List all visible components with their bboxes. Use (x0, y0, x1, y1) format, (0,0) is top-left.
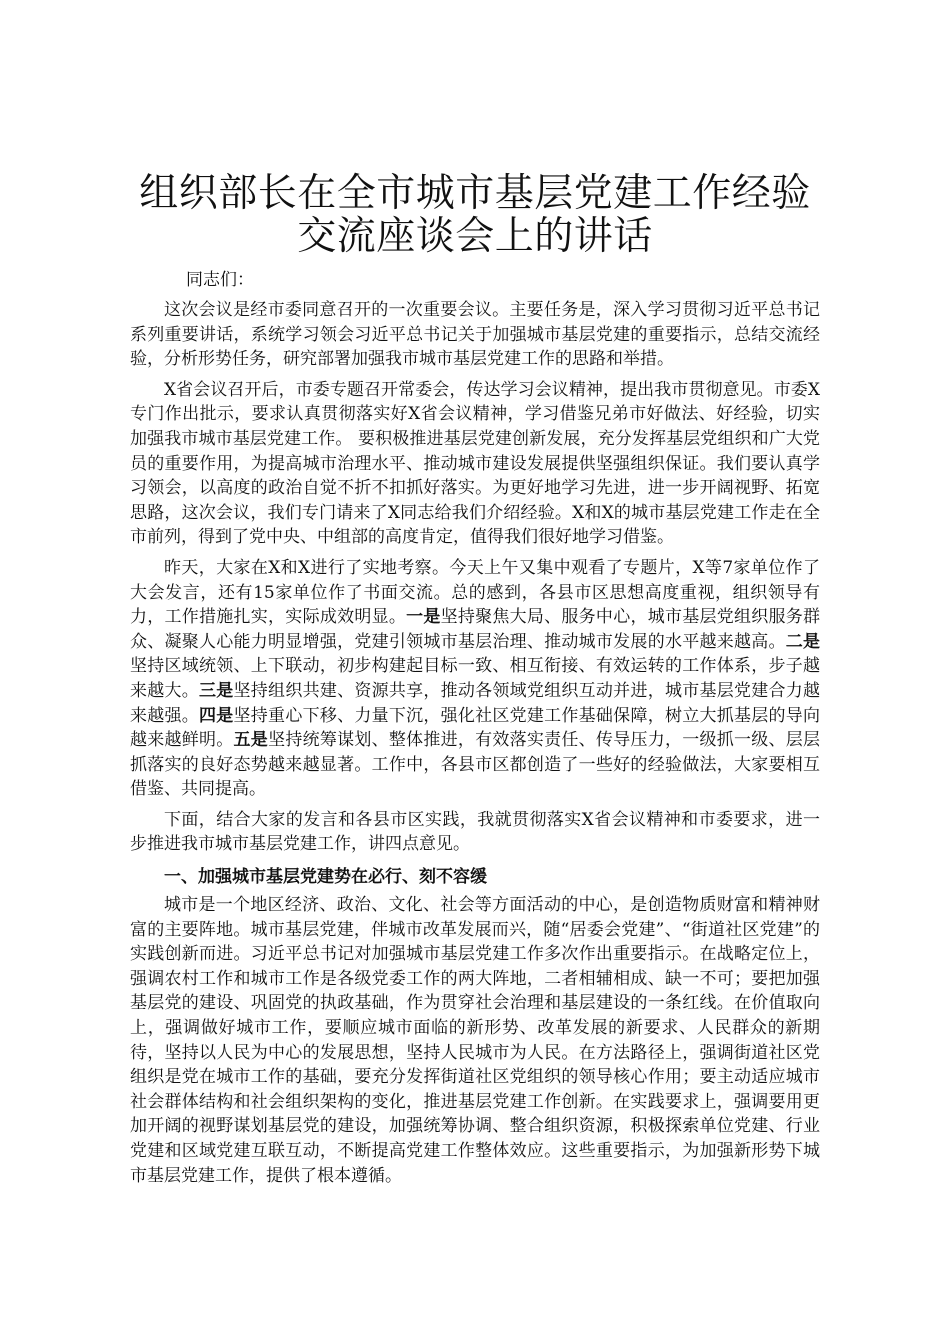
point-text-3: 坚持组织共建、资源共享，推动各领域党组织互动并进，城市基层党建合力越来越强。 (130, 680, 821, 726)
point-text-1: 坚持聚焦大局、服务中心，城市基层党组织服务群众、凝聚人心能力明显增强，党建引领城市基层治理、推动城市发展的水平越来越高。 (130, 607, 821, 652)
point-text-4: 坚持重心下移、力量下沉，强化社区党建工作基础保障，树立大抓基层的导向越来越鲜明。 (130, 705, 821, 751)
ordinal-label-3: 三是 (199, 680, 234, 701)
paragraph-field-visit (130, 556, 820, 802)
point-text-2: 坚持区域统领、上下联动，初步构建起目标一致、相互衔接、有效运转的工作体系，步子越来越大。 (130, 656, 820, 701)
field-visit-intro: 昨天，大家在X和X进行了实地考察。今天上午又集中观看了专题片，X等7家单位作了大会发言，还有15家单位作了书面交流。总的感到，各县市区思想高度重视，组织领导有力，工作措施扎实，实际成效明显。 (130, 557, 820, 628)
paragraph-city-party-building: 城市是一个地区经济、政治、文化、社会等方面活动的中心，是创造物质财富和精神财富的主要阵地。城市基层党建，伴城市改革发展而兴，随“居委会党建”、“街道社区党建”的实践创新而进。习近平总书记对加强城市基层党建工作多次作出重要指示。在战略定位上，强调农村工作和城市工作是各级党委工作的两大阵地，二者相辅相成、缺一不可；要把加强基层党的建设、巩固党的执政基础，作为贯穿社会治理和基层建设的一条红线。在价值取向上，强调做好城市工作，要顺应城市面临的新形势、改革发展的新要求、人民群众的新期待，坚持以人民为中心的发展思想，坚持人民城市为人民。在方法路径上，强调街道社区党组织是党在城市工作的基础，要充分发挥街道社区党组织的领导核心作用；要主动适应城市社会群体结构和社会组织架构的变化，推进基层党建工作创新。在实践要求上，强调要用更加开阔的视野谋划基层党的建设，加强统筹协调、整合组织资源，积极探索单位党建、行业党建和区域党建互联互动，不断提高党建工作整体效应。这些重要指示，为加强新形势下城市基层党建工作，提供了根本遵循。 (130, 895, 820, 1186)
section-heading-1: 一、加强城市基层党建势在必行、刻不容缓 (164, 867, 487, 888)
document-title: 组织部长在全市城市基层党建工作经验交流座谈会上的讲话 (139, 171, 811, 259)
paragraph-four-opinions: 下面，结合大家的发言和各县市区实践，我就贯彻落实X省会议精神和市委要求，进一步推进我市城市基层党建工作，讲四点意见。 (130, 809, 820, 855)
ordinal-label-4: 四是 (199, 705, 234, 726)
point-text-5: 坚持统筹谋划、整体推进，有效落实责任、传导压力，一级抓一级、层层抓落实的良好态势越来越显著。工作中，各县市区都创造了一些好的经验做法，大家要相互借鉴、共同提高。 (130, 730, 821, 800)
ordinal-label-2: 二是 (785, 631, 821, 652)
salutation: 同志们： (186, 270, 254, 290)
paragraph-provincial-meeting: X省会议召开后，市委专题召开常委会，传达学习会议精神，提出我市贯彻意见。市委X专门作出批示，要求认真贯彻落实好X省会议精神，学习借鉴兄弟市好做法、好经验，切实加强我市城市基层党建工作。 要积极推进基层党建创新发展，充分发挥基层党组织和广大党员的重要作用，为提高城市治理水平、推动城市建设发展提供坚强组织保证。我们要认真学习领会，以高度的政治自觉不折不扣抓好落实。为更好地学习先进，进一步开阔视野、拓宽思路，这次会议，我们专门请来了X同志给我们介绍经验。X和X的城市基层党建工作走在全市前列，得到了党中央、中组部的高度肯定，值得我们很好地学习借鉴。 (130, 379, 820, 548)
paragraph-meeting-purpose: 这次会议是经市委同意召开的一次重要会议。主要任务是，深入学习贯彻习近平总书记系列重要讲话，系统学习领会习近平总书记关于加强城市基层党建的重要指示，总结交流经验，分析形势任务，研究部署加强我市城市基层党建工作的思路和举措。 (130, 300, 820, 370)
ordinal-label-1: 一是 (406, 607, 441, 628)
document-page (130, 172, 820, 1188)
ordinal-label-5: 五是 (233, 730, 269, 751)
